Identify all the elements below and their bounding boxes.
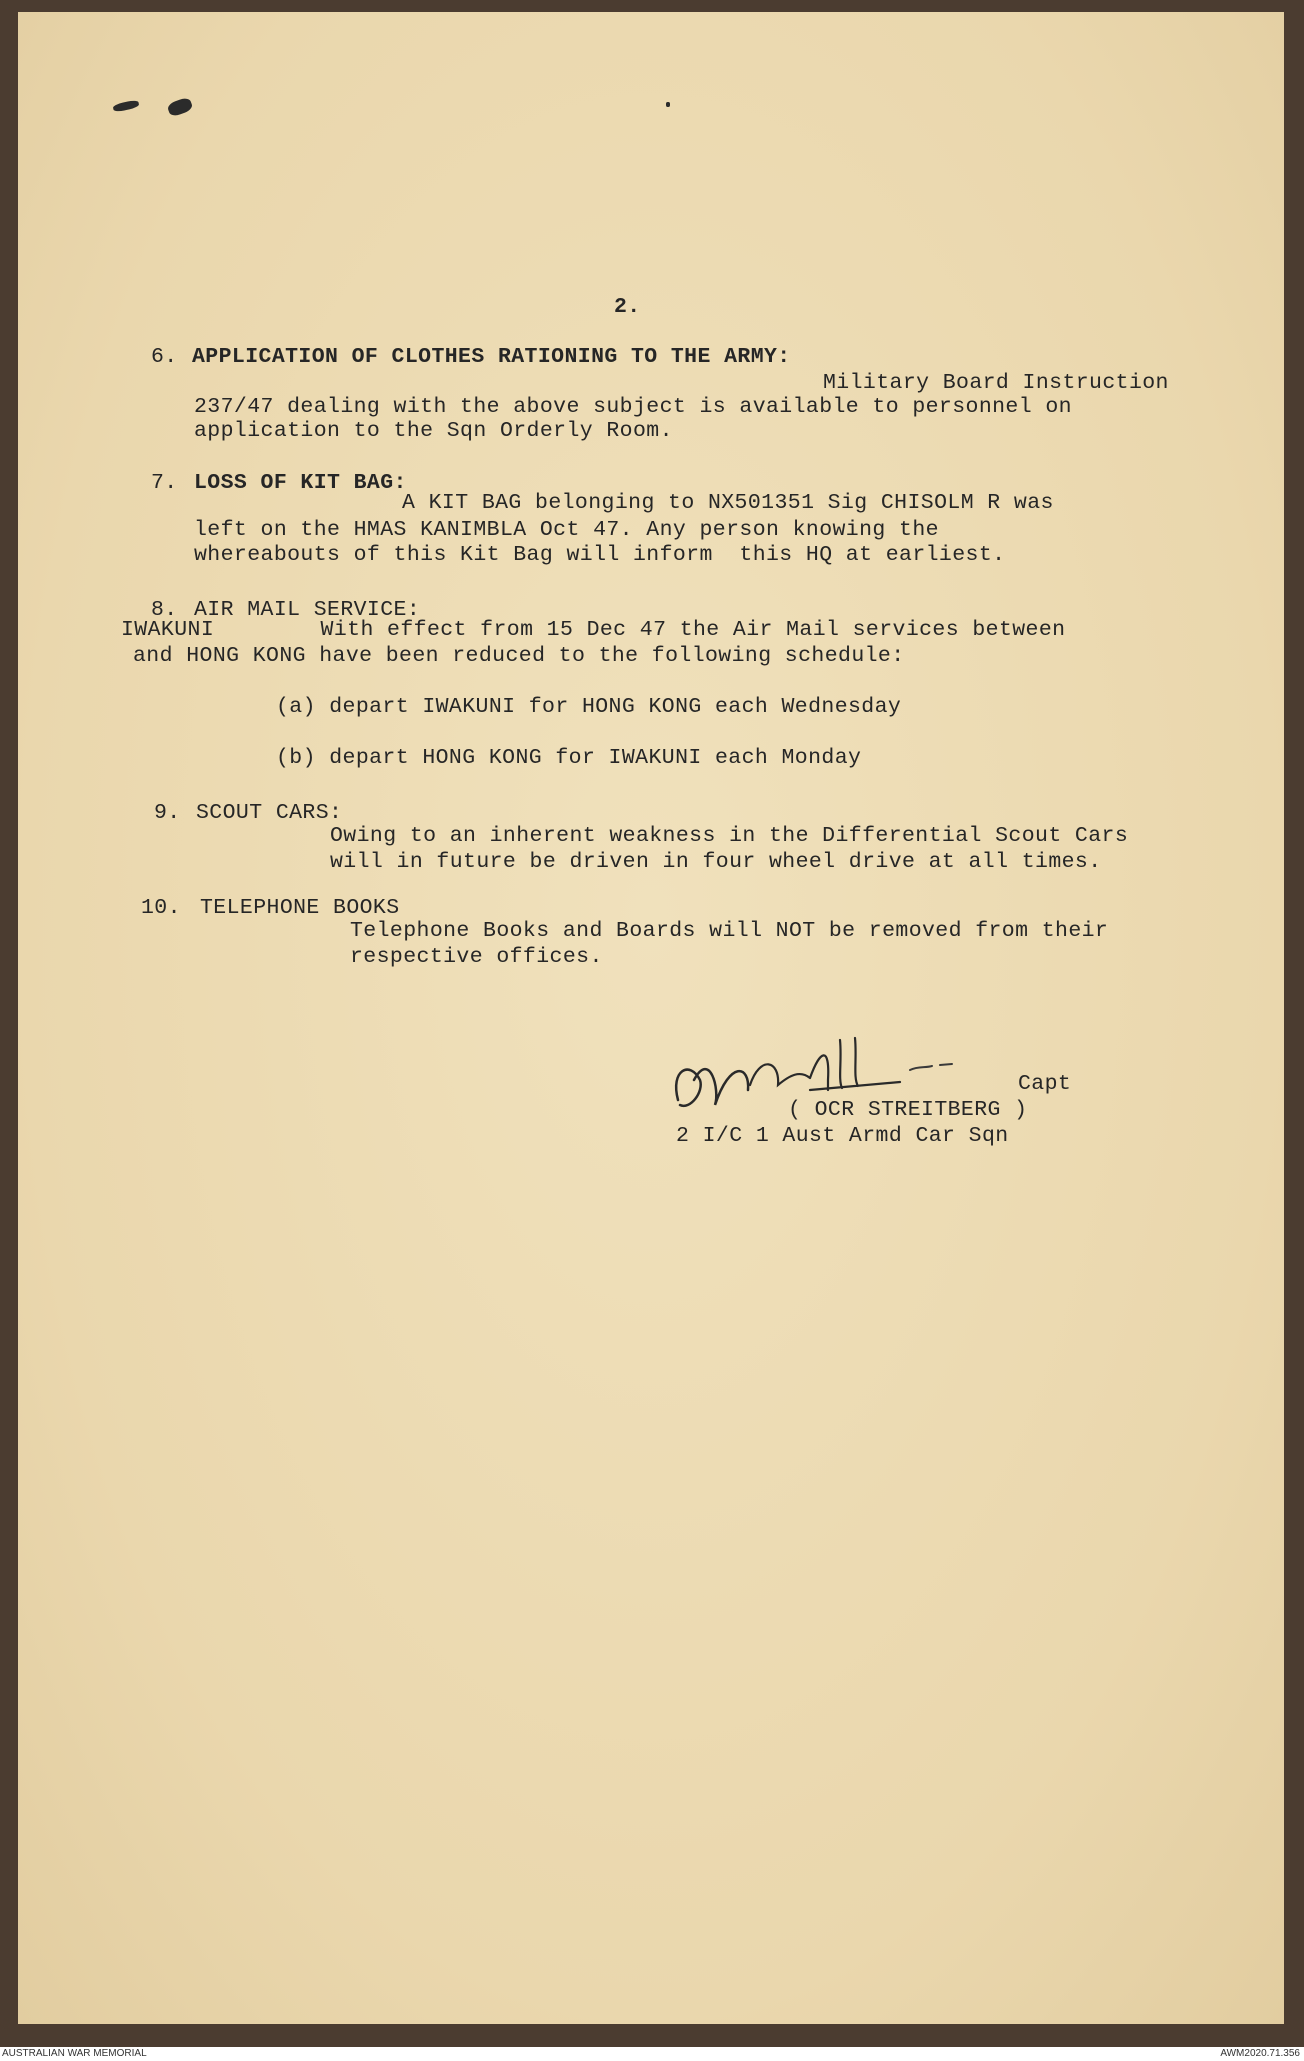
- footer-institution: AUSTRALIAN WAR MEMORIAL: [2, 2048, 147, 2059]
- section-6-line: application to the Sqn Orderly Room.: [194, 419, 673, 443]
- ink-smudge: [166, 96, 193, 117]
- archive-footer: [0, 2047, 1304, 2061]
- section-8-number: 8.: [151, 598, 178, 622]
- signature-rank: Capt: [1018, 1072, 1072, 1096]
- section-10-heading: TELEPHONE BOOKS: [200, 896, 400, 920]
- section-6-line: 237/47 dealing with the above subject is available to personnel on: [194, 395, 1072, 419]
- section-8-line: and HONG KONG have been reduced to the following schedule:: [133, 644, 905, 668]
- section-7-heading: LOSS OF KIT BAG:: [194, 471, 407, 495]
- section-7-line: whereabouts of this Kit Bag will inform this HQ at earliest.: [194, 543, 1006, 567]
- section-9-line: will in future be driven in four wheel drive at all times.: [330, 850, 1102, 874]
- section-10-number: 10.: [141, 896, 181, 920]
- section-10-line: Telephone Books and Boards will NOT be removed from their: [350, 919, 1109, 943]
- signature-name: ( OCR STREITBERG ): [788, 1098, 1028, 1122]
- footer-accession-number: AWM2020.71.356: [1220, 2048, 1300, 2059]
- section-10-line: respective offices.: [350, 945, 603, 969]
- section-6-heading: APPLICATION OF CLOTHES RATIONING TO THE ARMY:: [192, 345, 791, 369]
- section-8-heading: AIR MAIL SERVICE:: [194, 598, 421, 622]
- section-6-line: Military Board Instruction: [823, 371, 1169, 395]
- section-8-line: IWAKUNI With effect from 15 Dec 47 the Air Mail services between: [121, 618, 1066, 642]
- page-number: 2.: [614, 295, 641, 319]
- section-9-number: 9.: [154, 801, 181, 825]
- section-7-line: A KIT BAG belonging to NX501351 Sig CHISOLM R was: [402, 491, 1054, 515]
- ink-smudge: [112, 99, 139, 112]
- section-6-number: 6.: [151, 345, 178, 369]
- document-page: [18, 12, 1284, 2024]
- section-8-item-b: (b) depart HONG KONG for IWAKUNI each Monday: [276, 746, 862, 770]
- section-7-number: 7.: [151, 471, 178, 495]
- section-8-item-a: (a) depart IWAKUNI for HONG KONG each Wednesday: [276, 695, 902, 719]
- section-9-heading: SCOUT CARS:: [196, 801, 343, 825]
- ink-smudge: [666, 102, 670, 107]
- signature-appointment: 2 I/C 1 Aust Armd Car Sqn: [676, 1124, 1009, 1148]
- section-7-line: left on the HMAS KANIMBLA Oct 47. Any person knowing the: [194, 518, 939, 542]
- section-9-line: Owing to an inherent weakness in the Differential Scout Cars: [330, 824, 1129, 848]
